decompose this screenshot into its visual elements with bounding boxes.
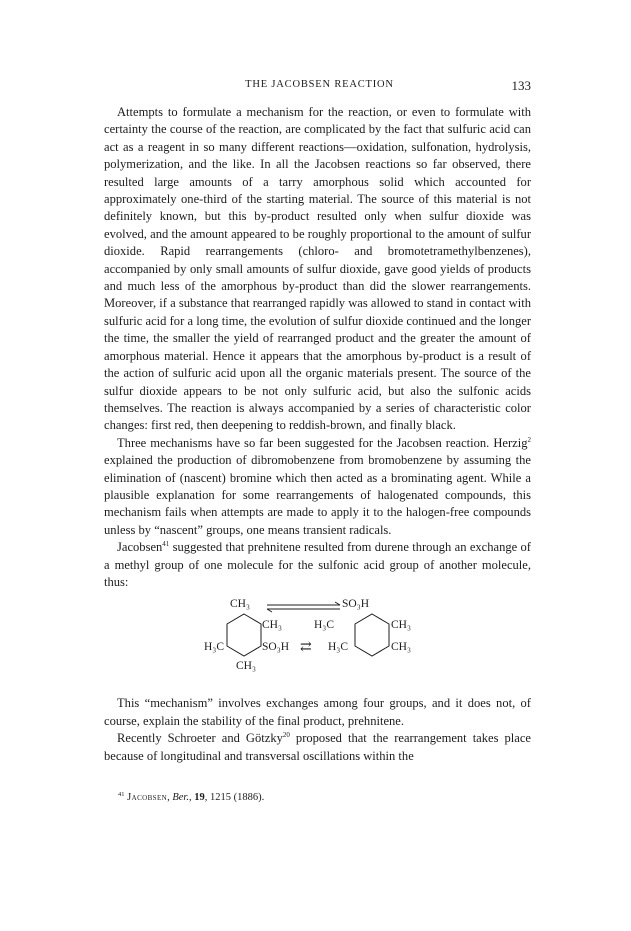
reference-marker: 20 bbox=[282, 731, 290, 740]
footnote-author: Jacobsen bbox=[127, 792, 168, 803]
label-left-sulfonic: SO₃H bbox=[262, 641, 290, 654]
label-left-methyl: H₃C bbox=[204, 641, 224, 654]
label-top-sulfonic: SO₃H bbox=[342, 598, 370, 611]
paragraph-mechanism-critique: This “mechanism” involves exchanges among four groups, and it does not, of course, explain the stability of the final product, prehnitene. bbox=[104, 696, 531, 728]
paragraph-text: suggested that prehnitene resulted from durene through an exchange of a methyl group of one molecule for the sulfonic acid group of another molecule, thus: bbox=[104, 540, 531, 589]
footnote: $^{41}$ Jacobsen, Ber., 19, 1215 (1886). bbox=[118, 791, 265, 803]
paragraph-schroeter-gotzky bbox=[104, 730, 531, 765]
footnote-pages-year: , 1215 (1886). bbox=[204, 792, 265, 803]
paragraph-three-mechanisms bbox=[104, 435, 531, 539]
label-right-upper-right-methyl: CH₃ bbox=[391, 619, 411, 632]
paragraph-text: Three mechanisms have so far been suggested for the Jacobsen reaction. Herzig bbox=[117, 435, 528, 450]
label-right-upper-left-methyl: H₃C bbox=[314, 619, 334, 632]
paragraph-text: proposed that the rearrangement takes place because of longitudinal and transversal oscillations within the bbox=[104, 731, 531, 763]
label-left-upper-methyl: CH₃ bbox=[262, 619, 282, 632]
paragraph-text: Jacobsen bbox=[117, 540, 163, 555]
running-head bbox=[108, 78, 531, 94]
paragraph-mechanism-difficulties: Attempts to formulate a mechanism for the reaction, or even to formulate with certainty the course of the reaction, are complicated by the fact that sulfuric acid can act as a reagent in so many different reactions—oxidation, sulfonation, hydrolysis, polymerization, and the like. In all the Jacobsen reactions so far observed, there resulted large amounts of a tarry amorphous solid which accounted for approximately one-third of the starting material. The source of this material is not definitely known, but this by-product resulted only when sulfur dioxide was evolved, and the amount appeared to be roughly proportional to the amount of sulfur dioxide. Rapid rearrangements (chloro- and bromotetramethylbenzenes), accompanied by only small amounts of sulfur dioxide, gave good yields of products and much less of the amorphous by-product than did the slower rearrangements. Moreover, if a substance that rearranged rapidly was allowed to stand in contact with sulfuric acid for a long time, the evolution of sulfur dioxide continued and the longer the time, the smaller the yield of rearranged product and the greater the amount of amorphous material. Hence it appears that the amorphous by-product is a result of the action of sulfuric acid upon all the organic materials present. The source of the sulfur dioxide appears to be not only sulfuric acid, but also the sulfonic acids themselves. The reaction is always accompanied by a series of characteristic color changes: first red, then deepening to reddish-brown, and finally black. bbox=[104, 105, 531, 433]
label-top-methyl: CH₃ bbox=[230, 598, 250, 611]
running-title: THE JACOBSEN REACTION bbox=[245, 79, 394, 90]
equilibrium-arrows: ⇄ bbox=[300, 640, 312, 656]
paragraph-text: explained the production of dibromobenzene from bromobenzene by assuming the elimination of (nascent) bromine which then acted as a brominating agent. While a plausible explanation for some rearrangements of halogenated compounds, this mechanism fails when attempts are made to apply it to the halogen-free compounds unless by “nascent” groups, one means transient radicals. bbox=[104, 453, 531, 537]
right-benzene-ring bbox=[355, 614, 389, 656]
footnote-journal: Ber. bbox=[172, 792, 189, 803]
footnote-number: 41 bbox=[118, 791, 125, 798]
footnote-volume: 19 bbox=[194, 792, 205, 803]
left-benzene-ring bbox=[227, 614, 261, 656]
exchange-diagram-svg bbox=[104, 595, 531, 691]
exchange-diagram bbox=[104, 595, 531, 691]
paragraph-text: Recently Schroeter and Götzky bbox=[117, 731, 283, 746]
reference-marker: 2 bbox=[527, 435, 531, 444]
label-right-lower-left-methyl: H₃C bbox=[328, 641, 348, 654]
paragraph-jacobsen-proposal bbox=[104, 539, 531, 591]
label-bottom-methyl: CH₃ bbox=[236, 660, 256, 673]
label-right-lower-right-methyl: CH₃ bbox=[391, 641, 411, 654]
reference-marker: 41 bbox=[162, 540, 170, 549]
body-text bbox=[104, 104, 531, 765]
page-number: 133 bbox=[511, 78, 531, 93]
